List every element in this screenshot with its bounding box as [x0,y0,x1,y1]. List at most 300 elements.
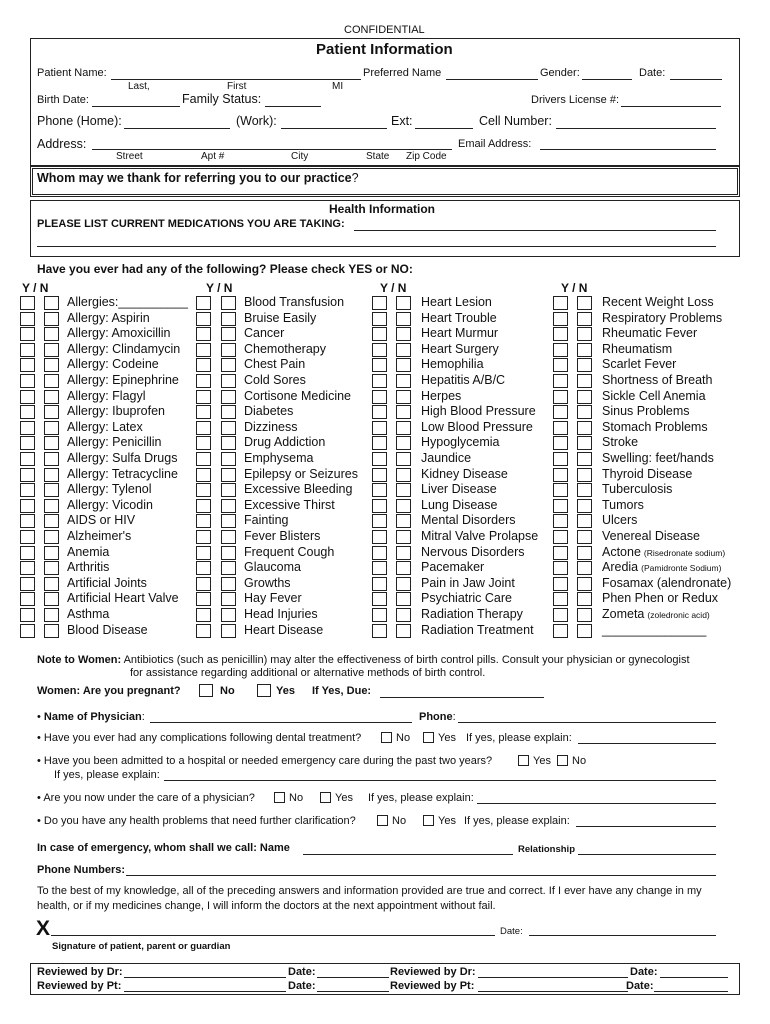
condition-yes-checkbox[interactable] [372,343,387,357]
condition-yes-checkbox[interactable] [196,530,211,544]
condition-yes-checkbox[interactable] [20,499,35,513]
condition-no-checkbox[interactable] [44,592,59,606]
condition-no-checkbox[interactable] [44,452,59,466]
review-dr-field-2[interactable] [478,977,628,978]
review-dr-date-label-1: Date: [288,966,316,978]
condition-no-checkbox[interactable] [221,343,236,357]
condition-yes-checkbox[interactable] [20,592,35,606]
condition-yes-checkbox[interactable] [553,530,568,544]
condition-no-checkbox[interactable] [396,608,411,622]
condition-no-checkbox[interactable] [396,358,411,372]
condition-yes-checkbox[interactable] [372,374,387,388]
condition-no-checkbox[interactable] [577,546,592,560]
condition-label: Artificial Joints [67,575,147,590]
birth-date-label: Birth Date: [37,94,89,106]
condition-no-checkbox[interactable] [221,452,236,466]
condition-yes-checkbox[interactable] [553,452,568,466]
condition-yes-checkbox[interactable] [20,312,35,326]
condition-yes-checkbox[interactable] [20,390,35,404]
condition-no-checkbox[interactable] [44,327,59,341]
condition-no-checkbox[interactable] [44,421,59,435]
condition-yes-checkbox[interactable] [372,405,387,419]
condition-no-checkbox[interactable] [221,577,236,591]
family-status-field[interactable] [265,106,321,107]
apt-sublabel: Apt # [201,151,225,162]
q4-no-checkbox[interactable] [377,815,388,826]
signature-field[interactable] [51,935,495,936]
condition-label: Fainting [244,513,289,528]
review-pt-date-label-2: Date: [626,980,654,992]
condition-yes-checkbox[interactable] [20,327,35,341]
condition-no-checkbox[interactable] [577,421,592,435]
review-dr-label-1: Reviewed by Dr: [37,966,123,978]
condition-yes-checkbox[interactable] [20,514,35,528]
condition-label: Tuberculosis [602,482,673,497]
cell-field[interactable] [556,128,716,129]
preferred-name-field[interactable] [446,79,538,80]
condition-yes-checkbox[interactable] [196,468,211,482]
condition-no-checkbox[interactable] [396,592,411,606]
q3-explain-field[interactable] [477,803,716,804]
condition-label: Allergy: Flagyl [67,388,146,403]
condition-label-text: Aredia [602,560,639,575]
health-title: Health Information [329,202,436,216]
review-pt-field-1[interactable] [124,991,286,992]
condition-no-checkbox[interactable] [221,499,236,513]
condition-no-checkbox[interactable] [221,374,236,388]
condition-no-checkbox[interactable] [577,327,592,341]
due-date-field[interactable] [380,697,544,698]
drivers-license-field[interactable] [621,106,721,107]
condition-label: Mental Disorders [421,513,516,528]
condition-yes-checkbox[interactable] [372,483,387,497]
condition-no-checkbox[interactable] [221,608,236,622]
condition-label: Asthma [67,607,110,621]
condition-label: Allergy: Amoxicillin [67,326,171,341]
condition-yes-checkbox[interactable] [20,530,35,544]
mi-sublabel: MI [332,81,344,92]
condition-label: Allergy: Vicodin [67,497,153,512]
condition-no-checkbox[interactable] [44,514,59,528]
condition-label: Chest Pain [244,357,306,372]
drug-note: (Pamidronte Sodium) [641,563,722,574]
condition-label: Heart Trouble [421,310,497,325]
q2-no-checkbox[interactable] [557,755,568,766]
condition-label: Tumors [602,497,644,512]
condition-yes-checkbox[interactable] [20,561,35,575]
condition-yes-checkbox[interactable] [553,312,568,326]
condition-no-checkbox[interactable] [396,577,411,591]
condition-yes-checkbox[interactable] [372,577,387,591]
condition-no-checkbox[interactable] [221,530,236,544]
condition-no-checkbox[interactable] [396,499,411,513]
condition-yes-checkbox[interactable] [20,452,35,466]
condition-label: Artificial Heart Valve [67,591,179,606]
condition-yes-checkbox[interactable] [372,358,387,372]
medications-field-2[interactable] [37,246,716,247]
condition-label: Emphysema [244,451,314,465]
condition-yes-checkbox[interactable] [372,452,387,466]
condition-no-checkbox[interactable] [44,312,59,326]
condition-no-checkbox[interactable] [577,390,592,404]
condition-yes-checkbox[interactable] [20,624,35,638]
condition-yes-checkbox[interactable] [20,483,35,497]
condition-label: Hemophilia [421,357,484,372]
condition-yes-checkbox[interactable] [196,296,211,310]
condition-yes-checkbox[interactable] [20,546,35,560]
condition-no-checkbox[interactable] [221,468,236,482]
condition-label: Hepatitis A/B/C [421,373,506,387]
condition-no-checkbox[interactable] [221,390,236,404]
confidential-label: CONFIDENTIAL [344,24,425,36]
condition-yes-checkbox[interactable] [372,312,387,326]
date-field[interactable] [670,79,722,80]
condition-yes-checkbox[interactable] [553,358,568,372]
condition-no-checkbox[interactable] [44,546,59,560]
gender-field[interactable] [582,79,632,80]
condition-no-checkbox[interactable] [396,296,411,310]
condition-yes-checkbox[interactable] [196,608,211,622]
q1-yes-label: Yes [438,732,456,744]
condition-yes-checkbox[interactable] [196,436,211,450]
condition-label: Blood Disease [67,622,148,637]
condition-no-checkbox[interactable] [396,452,411,466]
condition-label: Allergy: Latex [67,419,143,434]
condition-no-checkbox[interactable] [44,343,59,357]
q1-row [37,733,361,744]
condition-yes-checkbox[interactable] [372,390,387,404]
condition-label: Fosamax (alendronate) [602,575,732,590]
condition-yes-checkbox[interactable] [196,592,211,606]
condition-no-checkbox[interactable] [44,405,59,419]
condition-no-checkbox[interactable] [44,561,59,575]
first-sublabel: First [227,81,247,92]
condition-no-checkbox[interactable] [44,483,59,497]
condition-no-checkbox[interactable] [221,546,236,560]
condition-yes-checkbox[interactable] [372,514,387,528]
condition-yes-checkbox[interactable] [372,327,387,341]
condition-no-checkbox[interactable] [396,546,411,560]
ext-field[interactable] [415,128,473,129]
q4-explain-field[interactable] [576,826,716,827]
condition-yes-checkbox[interactable] [20,358,35,372]
condition-yes-checkbox[interactable] [20,608,35,622]
condition-label: Swelling: feet/hands [602,451,714,465]
condition-no-checkbox[interactable] [577,312,592,326]
condition-yes-checkbox[interactable] [553,514,568,528]
condition-no-checkbox[interactable] [221,624,236,638]
condition-yes-checkbox[interactable] [372,592,387,606]
condition-label: Recent Weight Loss [602,295,714,309]
condition-yes-checkbox[interactable] [196,452,211,466]
condition-label: Hay Fever [244,591,302,606]
condition-no-checkbox[interactable] [577,608,592,622]
review-dr-date-field-2[interactable] [660,977,728,978]
condition-yes-checkbox[interactable] [196,343,211,357]
condition-no-checkbox[interactable] [44,436,59,450]
condition-no-checkbox[interactable] [577,452,592,466]
state-sublabel: State [366,151,390,162]
condition-yes-checkbox[interactable] [553,624,568,638]
condition-no-checkbox[interactable] [577,468,592,482]
condition-no-checkbox[interactable] [44,577,59,591]
yn-header-2: Y / N [206,281,233,295]
condition-label: Allergy: Tetracycline [67,466,178,481]
condition-no-checkbox[interactable] [577,374,592,388]
q2-no-label: No [572,755,587,767]
condition-yes-checkbox[interactable] [553,561,568,575]
condition-no-checkbox[interactable] [221,405,236,419]
condition-yes-checkbox[interactable] [553,421,568,435]
condition-no-checkbox[interactable] [577,343,592,357]
condition-no-checkbox[interactable] [396,514,411,528]
condition-yes-checkbox[interactable] [20,405,35,419]
condition-yes-checkbox[interactable] [20,343,35,357]
q4-text: Do you have any health problems that need further clarification? [43,815,356,827]
condition-no-checkbox[interactable] [396,624,411,638]
condition-yes-checkbox[interactable] [553,327,568,341]
condition-no-checkbox[interactable] [221,436,236,450]
q1-no-checkbox[interactable] [381,732,392,743]
pregnant-yes-checkbox[interactable] [257,684,271,697]
condition-no-checkbox[interactable] [396,312,411,326]
referral-question-mark: ? [351,171,359,185]
condition-no-checkbox[interactable] [577,358,592,372]
physician-name-field[interactable] [150,722,412,723]
ext-label: Ext: [391,114,413,128]
condition-label: _______________ [602,622,707,637]
emergency-phones-field[interactable] [126,875,716,876]
review-dr-field-1[interactable] [124,977,286,978]
medications-field-1[interactable] [354,230,716,231]
condition-yes-checkbox[interactable] [20,577,35,591]
q4-no-label: No [392,815,407,827]
condition-no-checkbox[interactable] [44,624,59,638]
condition-no-checkbox[interactable] [44,358,59,372]
condition-yes-checkbox[interactable] [196,312,211,326]
condition-label: Allergy: Sulfa Drugs [67,451,178,465]
q2-row [37,756,492,767]
condition-yes-checkbox[interactable] [196,390,211,404]
q2-yes-checkbox[interactable] [518,755,529,766]
condition-no-checkbox[interactable] [396,405,411,419]
bullet: • [37,792,41,804]
condition-yes-checkbox[interactable] [196,483,211,497]
condition-label: Diabetes [244,404,294,419]
condition-yes-checkbox[interactable] [553,390,568,404]
condition-yes-checkbox[interactable] [20,296,35,310]
q3-no-checkbox[interactable] [274,792,285,803]
due-label: If Yes, Due: [312,685,372,697]
condition-yes-checkbox[interactable] [553,343,568,357]
address-field[interactable] [92,149,452,150]
condition-no-checkbox[interactable] [577,624,592,638]
condition-yes-checkbox[interactable] [372,608,387,622]
drivers-license-label: Drivers License #: [531,94,620,106]
condition-yes-checkbox[interactable] [20,374,35,388]
condition-no-checkbox[interactable] [44,468,59,482]
condition-yes-checkbox[interactable] [20,421,35,435]
emergency-label: In case of emergency, whom shall we call: Name [37,842,290,854]
q1-explain-field[interactable] [578,743,716,744]
condition-label: Pacemaker [421,560,485,575]
condition-yes-checkbox[interactable] [372,499,387,513]
condition-yes-checkbox[interactable] [196,499,211,513]
condition-yes-checkbox[interactable] [196,514,211,528]
condition-label: Heart Lesion [421,295,492,309]
condition-yes-checkbox[interactable] [372,546,387,560]
condition-no-checkbox[interactable] [44,390,59,404]
condition-yes-checkbox[interactable] [372,436,387,450]
signature-x: X [36,917,51,940]
condition-yes-checkbox[interactable] [372,624,387,638]
condition-no-checkbox[interactable] [577,561,592,575]
condition-yes-checkbox[interactable] [553,405,568,419]
q2-explain-label: If yes, please explain: [54,769,160,781]
condition-no-checkbox[interactable] [577,530,592,544]
condition-label: Radiation Therapy [421,607,523,621]
condition-yes-checkbox[interactable] [196,546,211,560]
pregnant-no-checkbox[interactable] [199,684,213,697]
condition-no-checkbox[interactable] [44,374,59,388]
preferred-name-label: Preferred Name [363,67,442,79]
condition-no-checkbox[interactable] [44,530,59,544]
review-dr-date-field-1[interactable] [317,977,389,978]
condition-label: Low Blood Pressure [421,419,533,434]
condition-yes-checkbox[interactable] [553,483,568,497]
condition-no-checkbox[interactable] [577,436,592,450]
q4-yes-checkbox[interactable] [423,815,434,826]
condition-no-checkbox[interactable] [221,312,236,326]
q1-yes-checkbox[interactable] [423,732,434,743]
condition-yes-checkbox[interactable] [196,374,211,388]
condition-no-checkbox[interactable] [44,499,59,513]
condition-yes-checkbox[interactable] [553,577,568,591]
email-field[interactable] [540,149,716,150]
condition-label: Stroke [602,435,639,450]
condition-yes-checkbox[interactable] [553,296,568,310]
condition-label: Anemia [67,544,110,559]
phone-work-field[interactable] [281,128,387,129]
condition-no-checkbox[interactable] [396,561,411,575]
physician-phone-field[interactable] [458,722,716,723]
condition-no-checkbox[interactable] [577,483,592,497]
condition-no-checkbox[interactable] [577,577,592,591]
condition-yes-checkbox[interactable] [196,577,211,591]
condition-yes-checkbox[interactable] [196,405,211,419]
condition-yes-checkbox[interactable] [372,561,387,575]
condition-no-checkbox[interactable] [44,296,59,310]
condition-no-checkbox[interactable] [221,592,236,606]
condition-no-checkbox[interactable] [577,592,592,606]
condition-yes-checkbox[interactable] [553,608,568,622]
condition-label: Nervous Disorders [421,544,525,559]
condition-yes-checkbox[interactable] [553,468,568,482]
condition-no-checkbox[interactable] [221,514,236,528]
patient-name-field[interactable] [111,79,361,80]
signature-date-field[interactable] [529,935,716,936]
condition-yes-checkbox[interactable] [196,327,211,341]
condition-yes-checkbox[interactable] [196,561,211,575]
condition-label: Phen Phen or Redux [602,591,719,606]
bullet: • [37,732,41,744]
condition-yes-checkbox[interactable] [553,374,568,388]
condition-no-checkbox[interactable] [577,499,592,513]
condition-label: Chemotherapy [244,341,326,356]
q3-yes-checkbox[interactable] [320,792,331,803]
women-note-text-2: for assistance regarding additional or alternative methods of birth control. [130,667,486,679]
condition-yes-checkbox[interactable] [196,624,211,638]
condition-no-checkbox[interactable] [396,374,411,388]
condition-yes-checkbox[interactable] [553,436,568,450]
condition-label: AIDS or HIV [67,513,136,528]
relationship-field[interactable] [578,854,716,855]
condition-yes-checkbox[interactable] [196,358,211,372]
condition-label: Mitral Valve Prolapse [421,529,539,543]
condition-yes-checkbox[interactable] [553,546,568,560]
condition-label: Ulcers [602,513,638,528]
condition-no-checkbox[interactable] [221,421,236,435]
patient-name-label: Patient Name: [37,67,107,79]
q2-explain-field[interactable] [164,780,716,781]
condition-no-checkbox[interactable] [396,421,411,435]
condition-no-checkbox[interactable] [396,343,411,357]
condition-label: Psychiatric Care [421,591,512,606]
condition-label: Allergy: Codeine [67,357,159,372]
condition-yes-checkbox[interactable] [20,468,35,482]
condition-label: Allergy: Aspirin [67,310,150,325]
review-dr-date-label-2: Date: [630,966,658,978]
condition-no-checkbox[interactable] [221,483,236,497]
condition-no-checkbox[interactable] [577,514,592,528]
condition-yes-checkbox[interactable] [372,468,387,482]
condition-yes-checkbox[interactable] [372,530,387,544]
condition-no-checkbox[interactable] [396,327,411,341]
condition-no-checkbox[interactable] [577,296,592,310]
condition-no-checkbox[interactable] [221,358,236,372]
review-pt-date-field-1[interactable] [317,991,389,992]
phone-home-field[interactable] [124,128,230,129]
condition-yes-checkbox[interactable] [20,436,35,450]
condition-no-checkbox[interactable] [221,561,236,575]
condition-no-checkbox[interactable] [221,296,236,310]
yn-header-3: Y / N [380,281,407,295]
condition-label: Pain in Jaw Joint [421,575,515,590]
condition-yes-checkbox[interactable] [553,592,568,606]
review-pt-date-field-2[interactable] [654,991,728,992]
condition-no-checkbox[interactable] [44,608,59,622]
condition-yes-checkbox[interactable] [553,499,568,513]
condition-yes-checkbox[interactable] [372,421,387,435]
condition-no-checkbox[interactable] [396,530,411,544]
condition-no-checkbox[interactable] [396,390,411,404]
condition-yes-checkbox[interactable] [372,296,387,310]
q1-explain-label: If yes, please explain: [466,732,572,744]
condition-no-checkbox[interactable] [396,436,411,450]
medications-label: PLEASE LIST CURRENT MEDICATIONS YOU ARE TAKING: [37,218,345,230]
condition-yes-checkbox[interactable] [196,421,211,435]
emergency-name-field[interactable] [303,854,513,855]
birth-date-field[interactable] [92,106,180,107]
condition-label: High Blood Pressure [421,404,536,419]
condition-no-checkbox[interactable] [396,468,411,482]
condition-label: Allergy: Penicillin [67,435,162,450]
review-pt-field-2[interactable] [478,991,628,992]
condition-no-checkbox[interactable] [577,405,592,419]
condition-no-checkbox[interactable] [396,483,411,497]
bullet: • [37,815,41,827]
condition-no-checkbox[interactable] [221,327,236,341]
